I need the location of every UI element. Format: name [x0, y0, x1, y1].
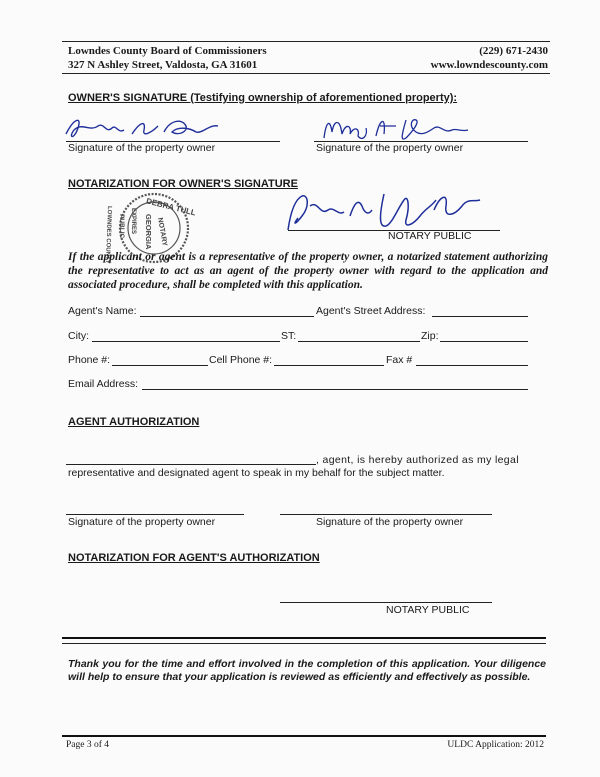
email-label: Email Address: — [68, 378, 139, 390]
representative-note: If the applicant or agent is a representative of the property owner, a notarized statement authorizing the representative to act as an agent of the property owner with regard to the application and associated procedure, shall be completed with this application. — [68, 251, 548, 291]
seal-state: GEORGIA — [144, 214, 153, 250]
agent-street-label: Agent's Street Address: — [316, 305, 426, 317]
zip-field[interactable] — [440, 341, 528, 342]
agent-name-label: Agent's Name: — [68, 305, 137, 317]
thank-you-note: Thank you for the time and effort involved in the completion of this application. Your diligence will help to ensure that your application is reviewed as efficiently and effectively as possible. — [68, 658, 546, 683]
seal-notary: NOTARY — [156, 217, 168, 247]
owner-signature-label-2: Signature of the property owner — [316, 142, 464, 154]
email-field[interactable] — [142, 389, 528, 390]
agent-owner-sig-line-1[interactable] — [66, 514, 244, 515]
footer-page: Page 3 of 4 — [66, 740, 110, 750]
agent-name-field[interactable] — [140, 316, 314, 317]
phone-field[interactable] — [112, 365, 208, 366]
agent-owner-sig-label-1: Signature of the property owner — [68, 516, 216, 528]
org-address: 327 N Ashley Street, Valdosta, GA 31601 — [68, 59, 258, 71]
seal-name: DEBRA TULL — [145, 196, 197, 218]
agent-owner-sig-line-2[interactable] — [280, 514, 492, 515]
footer-rule — [62, 735, 546, 737]
notary-agent-line[interactable] — [280, 602, 492, 603]
agent-name-blank[interactable] — [66, 464, 316, 465]
org-website: www.lowndescounty.com — [430, 59, 548, 71]
notary-owner-label: NOTARY PUBLIC — [388, 230, 472, 242]
header-top-rule — [62, 41, 550, 42]
st-field[interactable] — [298, 341, 420, 342]
notarization-owner-heading: NOTARIZATION FOR OWNER'S SIGNATURE — [68, 178, 298, 190]
header-bottom-rule — [62, 73, 550, 74]
divider-rule-top — [62, 637, 546, 639]
owner-signature-1 — [60, 112, 250, 144]
fax-field[interactable] — [416, 365, 528, 366]
fax-label: Fax # — [386, 354, 413, 366]
city-label: City: — [68, 330, 89, 342]
authorization-text-1: , agent, is hereby authorized as my legal — [316, 454, 519, 466]
seal-public: PUBLIC — [118, 214, 125, 239]
divider-rule-bottom — [62, 643, 546, 644]
zip-label: Zip: — [421, 330, 439, 342]
phone-label: Phone #: — [68, 354, 111, 366]
owner-signature-label-1: Signature of the property owner — [68, 142, 216, 154]
seal-expires: EXPIRES — [130, 208, 136, 235]
seal-county: LOWNDES COUNTY — [103, 205, 112, 264]
footer-form: ULDC Application: 2012 — [447, 740, 544, 750]
notary-agent-label: NOTARY PUBLIC — [386, 604, 470, 616]
authorization-text-2: representative and designated agent to speak in my behalf for the subject matter. — [68, 467, 445, 479]
cell-label: Cell Phone #: — [209, 354, 273, 366]
notarization-agent-heading: NOTARIZATION FOR AGENT'S AUTHORIZATION — [68, 552, 320, 564]
st-label: ST: — [281, 330, 297, 342]
org-name: Lowndes County Board of Commissioners — [68, 45, 267, 57]
agent-owner-sig-label-2: Signature of the property owner — [316, 516, 464, 528]
agent-street-field[interactable] — [432, 316, 528, 317]
org-phone: (229) 671-2430 — [479, 45, 548, 57]
owner-signature-heading: OWNER'S SIGNATURE (Testifying ownership of aforementioned property): — [68, 92, 458, 104]
city-field[interactable] — [92, 341, 280, 342]
agent-authorization-heading: AGENT AUTHORIZATION — [68, 416, 200, 428]
cell-field[interactable] — [274, 365, 384, 366]
